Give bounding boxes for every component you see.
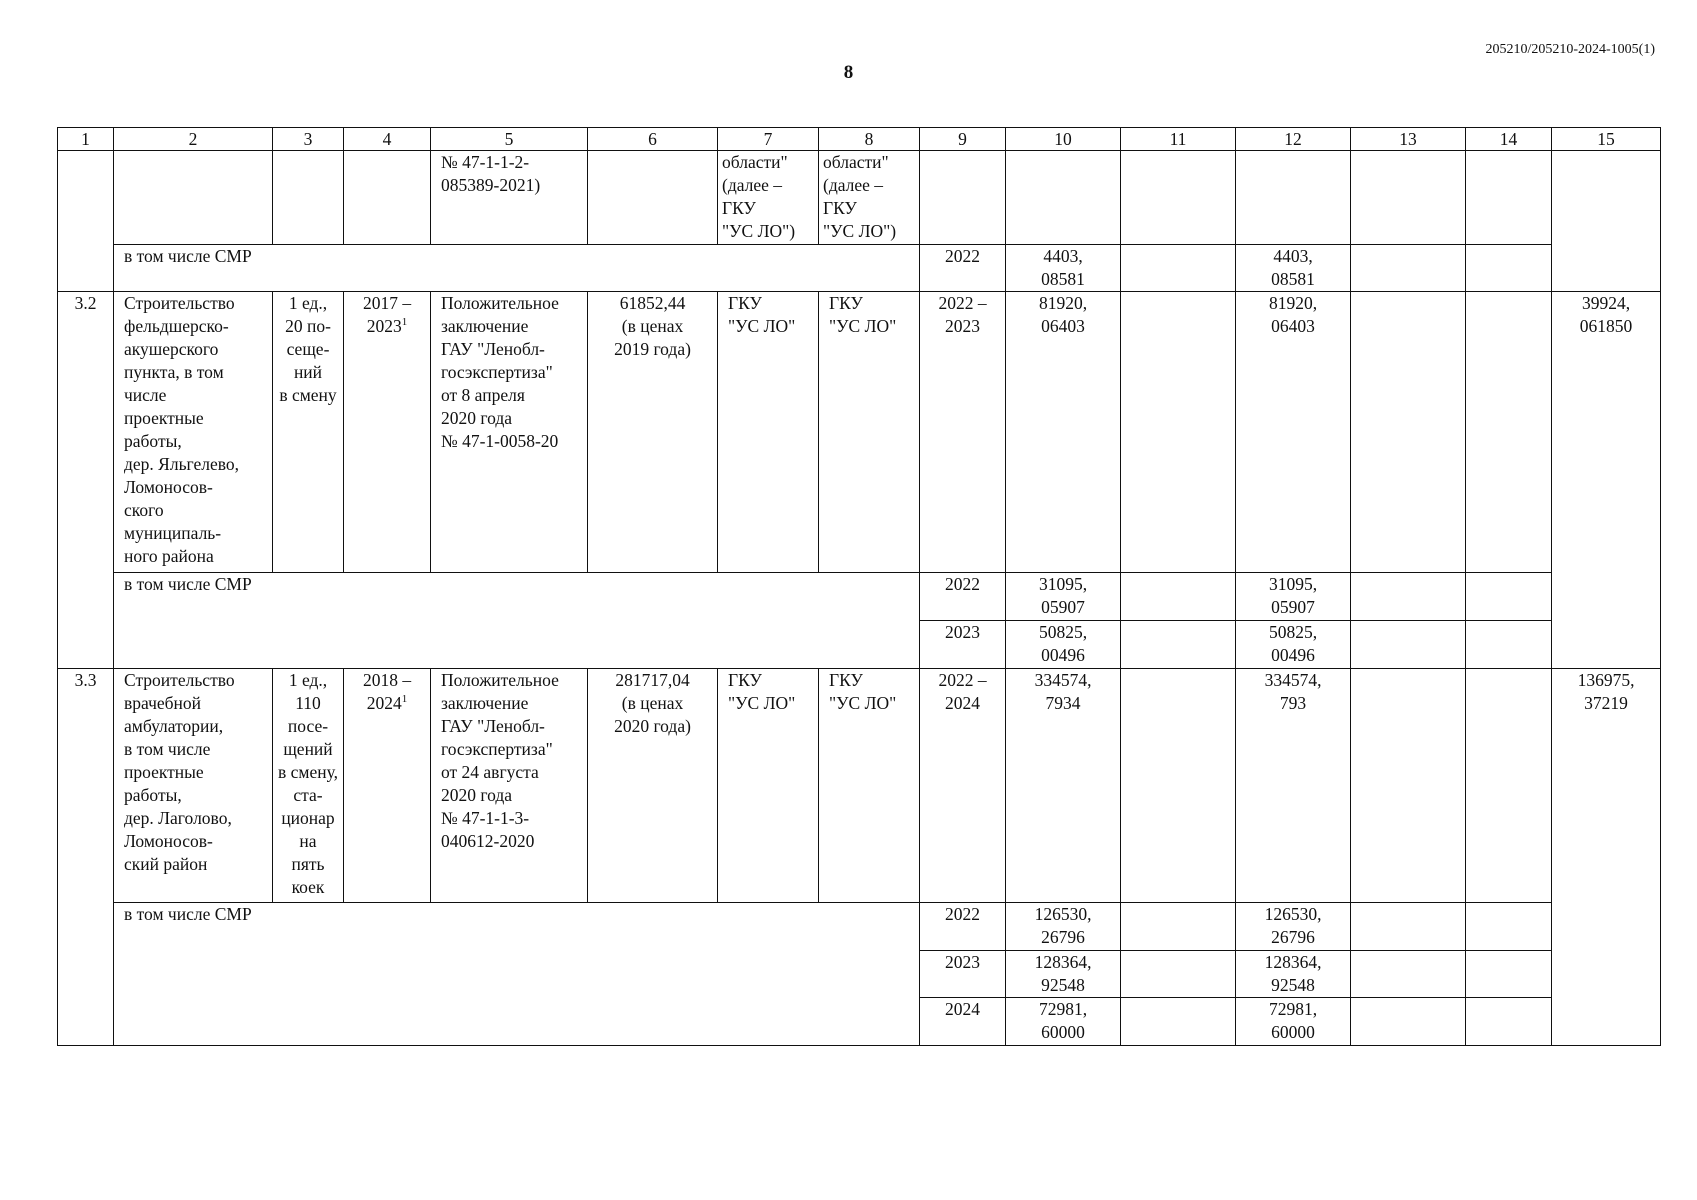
- amount-cell: [1351, 573, 1466, 621]
- period-cell: [344, 292, 431, 573]
- period-cell: [344, 669, 431, 903]
- amount-cell: [1121, 151, 1236, 245]
- developer-cell: ГКУ "УС ЛО": [819, 669, 920, 903]
- row-number-cell: [58, 151, 114, 292]
- smr-row: [58, 245, 1661, 292]
- column-header: 4: [344, 128, 431, 151]
- amount-cell: [1466, 998, 1552, 1046]
- smr-year: 2023: [920, 621, 1006, 669]
- table-row-3-2: [58, 292, 1661, 573]
- cost-cell: 61852,44 (в ценах 2019 года): [588, 292, 718, 573]
- column-header: 6: [588, 128, 718, 151]
- amount-cell: [1351, 245, 1466, 292]
- developer-cell: области" (далее – ГКУ "УС ЛО"): [819, 151, 920, 245]
- amount-cell: [1121, 951, 1236, 998]
- column-header: 11: [1121, 128, 1236, 151]
- smr-amount: 72981, 60000: [1006, 998, 1121, 1046]
- amount-cell: 334574, 793: [1236, 669, 1351, 903]
- smr-amount: 4403, 08581: [1236, 245, 1351, 292]
- customer-cell: ГКУ "УС ЛО": [718, 292, 819, 573]
- smr-label: в том числе СМР: [114, 245, 920, 292]
- expertise-cell: № 47-1-1-2- 085389-2021): [431, 151, 588, 245]
- amount-cell: [1121, 292, 1236, 573]
- period-text: 2017 – 2023: [362, 293, 412, 336]
- amount-cell: [1466, 573, 1552, 621]
- cost-cell: 281717,04 (в ценах 2020 года): [588, 669, 718, 903]
- table-row-3-3: [58, 669, 1661, 903]
- smr-amount: 31095, 05907: [1006, 573, 1121, 621]
- amount-cell: [1351, 903, 1466, 951]
- amount-cell: [1006, 151, 1121, 245]
- smr-year: 2022: [920, 245, 1006, 292]
- smr-amount: 31095, 05907: [1236, 573, 1351, 621]
- smr-year: 2023: [920, 951, 1006, 998]
- smr-amount: 126530, 26796: [1006, 903, 1121, 951]
- amount-cell: [1466, 621, 1552, 669]
- smr-amount: 128364, 92548: [1006, 951, 1121, 998]
- period-cell: [344, 151, 431, 245]
- amount-cell: [1351, 951, 1466, 998]
- capacity-cell: 1 ед., 110 посе- щений в смену, ста- ционар на пять коек: [273, 669, 344, 903]
- amount-cell: [1121, 903, 1236, 951]
- smr-label: в том числе СМР: [114, 903, 920, 1046]
- amount-cell: [1121, 573, 1236, 621]
- column-header: 8: [819, 128, 920, 151]
- smr-amount: 126530, 26796: [1236, 903, 1351, 951]
- smr-year: 2022: [920, 573, 1006, 621]
- column-header: 15: [1552, 128, 1661, 151]
- column-header: 5: [431, 128, 588, 151]
- smr-row: [58, 573, 1661, 621]
- amount-cell: [1121, 245, 1236, 292]
- column-header: 1: [58, 128, 114, 151]
- smr-amount: 50825, 00496: [1236, 621, 1351, 669]
- amount-cell: [1466, 951, 1552, 998]
- amount-cell: [1466, 245, 1552, 292]
- column-header: 2: [114, 128, 273, 151]
- name-cell: Строительство фельдшерско- акушерского пункта, в том числе проектные работы, дер. Яльгелево, Ломоносов- ского муниципаль- ного района: [114, 292, 273, 573]
- amount-cell: [1466, 903, 1552, 951]
- capacity-cell: 1 ед., 20 по- сеще- ний в смену: [273, 292, 344, 573]
- amount-cell: [1466, 669, 1552, 903]
- smr-amount: 72981, 60000: [1236, 998, 1351, 1046]
- cost-cell: [588, 151, 718, 245]
- capacity-cell: [273, 151, 344, 245]
- name-cell: Строительство врачебной амбулатории, в том числе проектные работы, дер. Лаголово, Ломоносов- ский район: [114, 669, 273, 903]
- amount-cell: 39924, 061850: [1552, 292, 1661, 669]
- table-row-continuation: [58, 151, 1661, 245]
- developer-cell: ГКУ "УС ЛО": [819, 292, 920, 573]
- column-number-row: [58, 128, 1661, 151]
- smr-row: [58, 903, 1661, 951]
- amount-cell: [1121, 998, 1236, 1046]
- expertise-cell: Положительное заключение ГАУ "Ленобл- госэкспертиза" от 8 апреля 2020 года № 47-1-0058-20: [431, 292, 588, 573]
- footnote-mark: 1: [401, 693, 408, 706]
- footnote-mark: 1: [401, 316, 408, 329]
- row-number-cell: 3.2: [58, 292, 114, 669]
- amount-cell: 81920, 06403: [1006, 292, 1121, 573]
- column-header: 7: [718, 128, 819, 151]
- program-table: [57, 127, 1661, 1046]
- amount-cell: [1351, 669, 1466, 903]
- page-number: 8: [843, 62, 854, 83]
- years-cell: [920, 151, 1006, 245]
- smr-amount: 50825, 00496: [1006, 621, 1121, 669]
- column-header: 10: [1006, 128, 1121, 151]
- amount-cell: 81920, 06403: [1236, 292, 1351, 573]
- amount-cell: [1351, 621, 1466, 669]
- amount-cell: [1351, 292, 1466, 573]
- smr-year: 2022: [920, 903, 1006, 951]
- row-number-cell: 3.3: [58, 669, 114, 1046]
- amount-cell: [1351, 151, 1466, 245]
- amount-cell: [1552, 151, 1661, 292]
- amount-cell: [1236, 151, 1351, 245]
- expertise-cell: Положительное заключение ГАУ "Ленобл- госэкспертиза" от 24 августа 2020 года № 47-1-1-3- 040612-2020: [431, 669, 588, 903]
- amount-cell: [1121, 669, 1236, 903]
- amount-cell: 136975, 37219: [1552, 669, 1661, 1046]
- smr-label: в том числе СМР: [114, 573, 920, 669]
- years-cell: 2022 – 2024: [920, 669, 1006, 903]
- column-header: 3: [273, 128, 344, 151]
- column-header: 14: [1466, 128, 1552, 151]
- amount-cell: [1466, 151, 1552, 245]
- customer-cell: области" (далее – ГКУ "УС ЛО"): [718, 151, 819, 245]
- amount-cell: [1466, 292, 1552, 573]
- smr-year: 2024: [920, 998, 1006, 1046]
- amount-cell: [1121, 621, 1236, 669]
- period-text: 2018 – 2024: [362, 670, 412, 713]
- column-header: 9: [920, 128, 1006, 151]
- name-cell: [114, 151, 273, 245]
- smr-amount: 128364, 92548: [1236, 951, 1351, 998]
- amount-cell: [1351, 998, 1466, 1046]
- document-reference: 205210/205210-2024-1005(1): [1485, 42, 1655, 57]
- column-header: 13: [1351, 128, 1466, 151]
- column-header: 12: [1236, 128, 1351, 151]
- amount-cell: 334574, 7934: [1006, 669, 1121, 903]
- customer-cell: ГКУ "УС ЛО": [718, 669, 819, 903]
- years-cell: 2022 – 2023: [920, 292, 1006, 573]
- smr-amount: 4403, 08581: [1006, 245, 1121, 292]
